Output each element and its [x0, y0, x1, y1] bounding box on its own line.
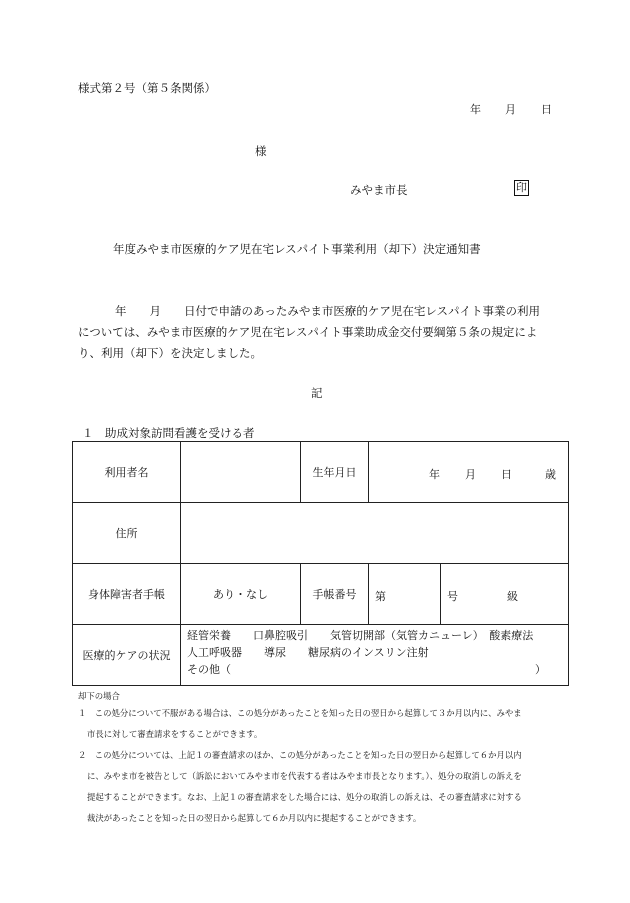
table-row: [73, 625, 569, 686]
care-row-1: 経管栄養 口鼻腔吸引 気管切開部（気管カニューレ） 酸素療法: [187, 629, 534, 642]
dob-label: 生年月日: [301, 442, 369, 503]
body-line-3: り、利用（却下）を決定しました。: [78, 346, 262, 360]
care-label: 医療的ケアの状況: [73, 625, 181, 686]
user-name-label: 利用者名: [73, 442, 181, 503]
body-line-2: については、みやま市医療的ケア児在宅レスパイト事業助成金交付要綱第５条の規定によ: [78, 325, 538, 339]
user-name-field[interactable]: [181, 442, 301, 503]
dob-year: 年: [429, 468, 440, 481]
handbook-grade-field[interactable]: [441, 564, 569, 625]
dob-day: 日: [501, 468, 512, 481]
dob-field[interactable]: [369, 442, 569, 503]
notes-header: 却下の場合: [78, 691, 120, 701]
addressee-suffix: 様: [255, 144, 267, 158]
note-2-line-c: 提起することができます。なお、上記１の審査請求をした場合には、処分の取消しの訴えは、その審査請求に対する: [87, 792, 522, 802]
rejection-notes: [78, 689, 568, 829]
handbook-number-field[interactable]: [369, 564, 458, 625]
document-title: 年度みやま市医療的ケア児在宅レスパイト事業利用（却下）決定通知書: [113, 242, 481, 256]
handbook-label: 身体障害者手帳: [73, 564, 181, 625]
handbook-kyu: 級: [507, 590, 518, 603]
note-2-line-a: ２ この処分については、上記１の審査請求のほか、この処分があったことを知った日の翌日から起算して６か月以内: [78, 750, 522, 760]
address-field[interactable]: [181, 503, 569, 564]
note-1-line-a: １ この処分について不服がある場合は、この処分があったことを知った日の翌日から起算して３か月以内に、みやま: [78, 708, 522, 718]
seal-mark: 印: [516, 181, 527, 194]
note-2-line-d: 裁決があったことを知った日の翌日から起算して６か月以内に提起することができます。: [87, 813, 422, 823]
handbook-value[interactable]: あり・なし: [181, 564, 301, 625]
care-other-open: その他（: [187, 663, 231, 676]
date-day: 日: [541, 103, 552, 116]
issue-date: [470, 101, 552, 117]
date-month: 月: [505, 103, 516, 116]
address-label: 住所: [73, 503, 181, 564]
ki-heading: 記: [311, 386, 323, 400]
issuer-name: みやま市長: [350, 183, 408, 197]
dob-age: 歳: [545, 468, 556, 481]
dob-month: 月: [465, 468, 476, 481]
table-row: [73, 442, 569, 503]
care-row-2: 人工呼吸器 導尿 糖尿病のインスリン注射: [187, 646, 429, 659]
date-year: 年: [470, 103, 481, 116]
table-row: [73, 503, 569, 564]
table-row: [73, 564, 569, 625]
handbook-dai: 第: [375, 590, 386, 603]
body-line-1: 年 月 日付で申請のあったみやま市医療的ケア児在宅レスパイト事業の利用: [115, 304, 541, 318]
care-status-field[interactable]: [181, 625, 569, 686]
note-2-line-b: に、みやま市を被告として（訴訟においてみやま市を代表する者はみやま市長となります。）、処分の取消しの訴えを: [87, 771, 522, 781]
section-1-heading: １ 助成対象訪問看護を受ける者: [82, 426, 255, 440]
note-1-line-b: 市長に対して審査請求をすることができます。: [87, 729, 263, 739]
care-other-close: ）: [535, 663, 546, 676]
care-row-3: [187, 661, 562, 678]
form-number: 様式第２号（第５条関係）: [78, 81, 216, 95]
handbook-go: 号: [447, 590, 458, 603]
body-paragraph: [78, 301, 564, 364]
handbook-no-label: 手帳番号: [301, 564, 369, 625]
applicant-info-table: [72, 441, 569, 686]
